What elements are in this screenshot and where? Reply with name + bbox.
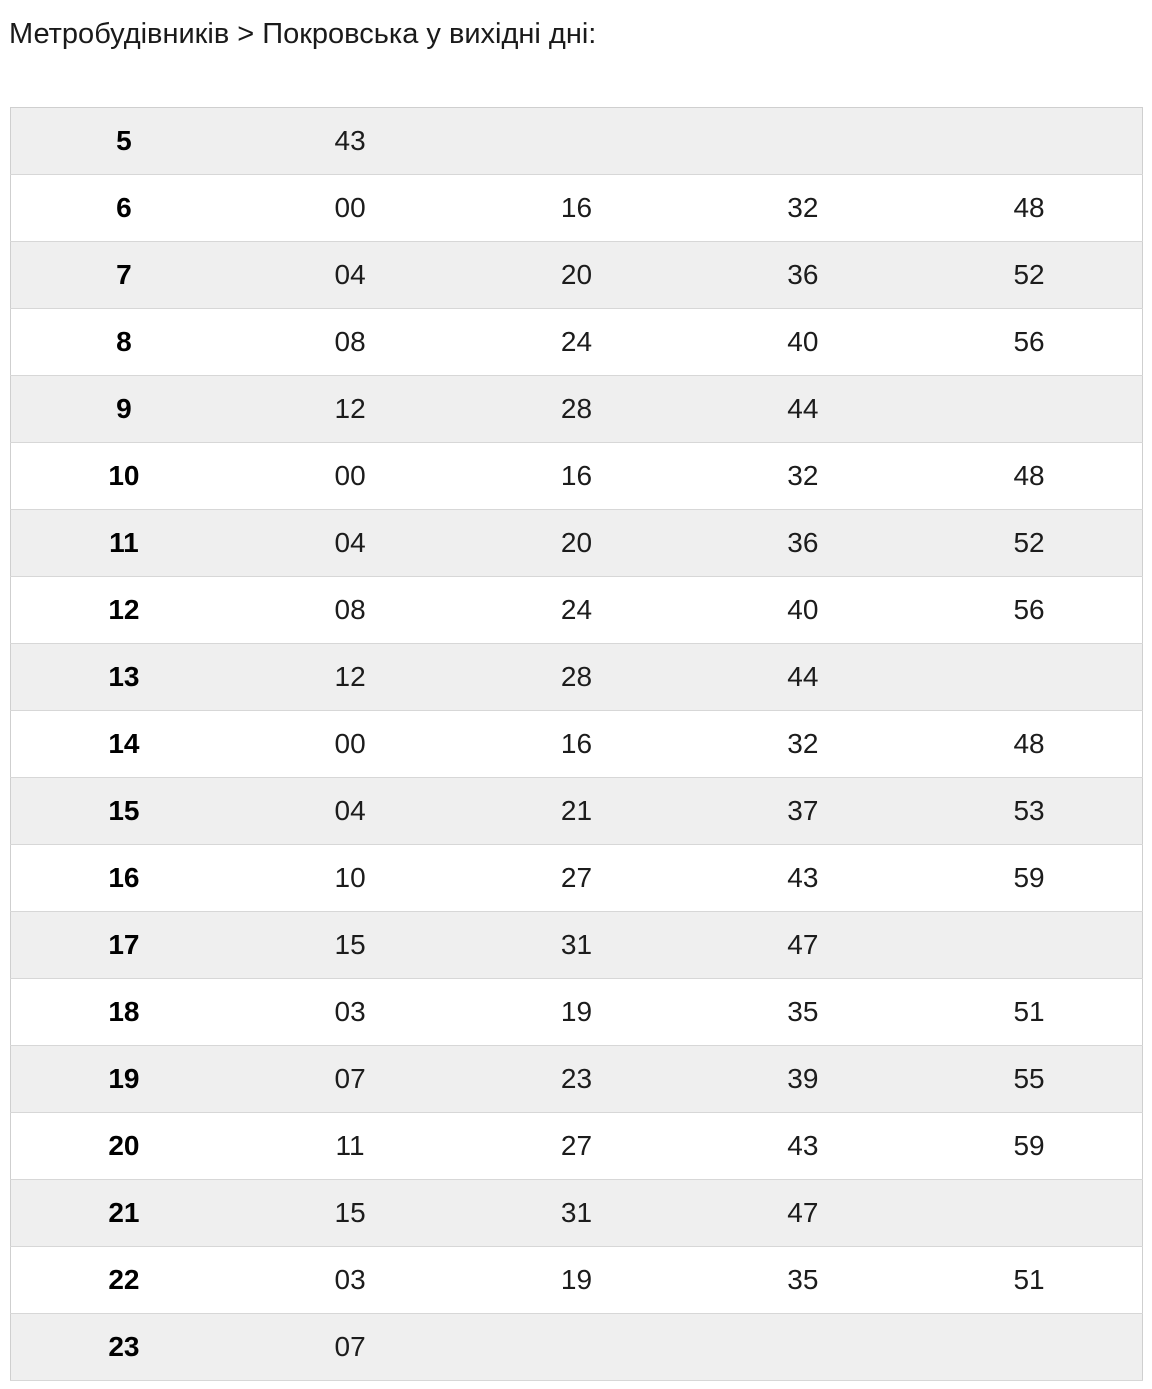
hour-cell: 22 <box>11 1247 237 1314</box>
hour-cell: 11 <box>11 510 237 577</box>
minute-cell <box>690 108 916 175</box>
minute-cell: 20 <box>463 510 689 577</box>
hour-cell: 5 <box>11 108 237 175</box>
minute-cell <box>916 912 1142 979</box>
minute-cell: 16 <box>463 711 689 778</box>
minute-cell: 56 <box>916 577 1142 644</box>
table-row <box>11 242 1143 309</box>
schedule-table-body <box>11 108 1143 1381</box>
minute-cell: 52 <box>916 510 1142 577</box>
minute-cell: 48 <box>916 175 1142 242</box>
table-row <box>11 778 1143 845</box>
table-row <box>11 711 1143 778</box>
hour-cell: 20 <box>11 1113 237 1180</box>
minute-cell: 27 <box>463 845 689 912</box>
table-row <box>11 1046 1143 1113</box>
table-row <box>11 376 1143 443</box>
minute-cell <box>916 376 1142 443</box>
minute-cell <box>916 108 1142 175</box>
minute-cell: 32 <box>690 711 916 778</box>
hour-cell: 15 <box>11 778 237 845</box>
minute-cell: 00 <box>237 175 463 242</box>
minute-cell: 59 <box>916 845 1142 912</box>
table-row <box>11 577 1143 644</box>
table-row <box>11 510 1143 577</box>
minute-cell: 31 <box>463 912 689 979</box>
minute-cell: 36 <box>690 510 916 577</box>
minute-cell: 31 <box>463 1180 689 1247</box>
minute-cell: 56 <box>916 309 1142 376</box>
minute-cell: 08 <box>237 309 463 376</box>
hour-cell: 18 <box>11 979 237 1046</box>
minute-cell: 48 <box>916 711 1142 778</box>
minute-cell: 04 <box>237 242 463 309</box>
table-row <box>11 979 1143 1046</box>
minute-cell: 43 <box>690 1113 916 1180</box>
minute-cell: 51 <box>916 1247 1142 1314</box>
minute-cell: 28 <box>463 376 689 443</box>
minute-cell: 27 <box>463 1113 689 1180</box>
hour-cell: 12 <box>11 577 237 644</box>
minute-cell: 12 <box>237 644 463 711</box>
minute-cell: 35 <box>690 979 916 1046</box>
hour-cell: 10 <box>11 443 237 510</box>
table-row <box>11 1113 1143 1180</box>
minute-cell: 32 <box>690 175 916 242</box>
minute-cell: 23 <box>463 1046 689 1113</box>
minute-cell: 51 <box>916 979 1142 1046</box>
minute-cell: 48 <box>916 443 1142 510</box>
minute-cell: 10 <box>237 845 463 912</box>
minute-cell: 07 <box>237 1314 463 1381</box>
minute-cell: 16 <box>463 443 689 510</box>
minute-cell <box>916 1314 1142 1381</box>
minute-cell: 40 <box>690 309 916 376</box>
table-row <box>11 1180 1143 1247</box>
minute-cell: 44 <box>690 376 916 443</box>
table-row <box>11 912 1143 979</box>
minute-cell: 53 <box>916 778 1142 845</box>
hour-cell: 13 <box>11 644 237 711</box>
minute-cell: 03 <box>237 979 463 1046</box>
hour-cell: 17 <box>11 912 237 979</box>
hour-cell: 23 <box>11 1314 237 1381</box>
table-row <box>11 1314 1143 1381</box>
minute-cell: 04 <box>237 778 463 845</box>
hour-cell: 9 <box>11 376 237 443</box>
hour-cell: 7 <box>11 242 237 309</box>
minute-cell: 00 <box>237 711 463 778</box>
minute-cell: 47 <box>690 912 916 979</box>
minute-cell: 07 <box>237 1046 463 1113</box>
table-row <box>11 1247 1143 1314</box>
minute-cell: 15 <box>237 912 463 979</box>
minute-cell: 08 <box>237 577 463 644</box>
minute-cell: 20 <box>463 242 689 309</box>
minute-cell: 28 <box>463 644 689 711</box>
table-row <box>11 175 1143 242</box>
minute-cell: 24 <box>463 577 689 644</box>
schedule-table <box>10 107 1143 1381</box>
table-row <box>11 443 1143 510</box>
minute-cell: 43 <box>690 845 916 912</box>
minute-cell <box>463 108 689 175</box>
table-row <box>11 845 1143 912</box>
minute-cell: 03 <box>237 1247 463 1314</box>
minute-cell: 35 <box>690 1247 916 1314</box>
minute-cell: 37 <box>690 778 916 845</box>
minute-cell: 04 <box>237 510 463 577</box>
hour-cell: 14 <box>11 711 237 778</box>
minute-cell <box>463 1314 689 1381</box>
minute-cell: 52 <box>916 242 1142 309</box>
minute-cell: 15 <box>237 1180 463 1247</box>
hour-cell: 6 <box>11 175 237 242</box>
minute-cell: 40 <box>690 577 916 644</box>
minute-cell <box>916 644 1142 711</box>
minute-cell: 19 <box>463 979 689 1046</box>
minute-cell: 16 <box>463 175 689 242</box>
hour-cell: 8 <box>11 309 237 376</box>
minute-cell: 12 <box>237 376 463 443</box>
hour-cell: 16 <box>11 845 237 912</box>
table-row <box>11 309 1143 376</box>
minute-cell: 21 <box>463 778 689 845</box>
minute-cell: 43 <box>237 108 463 175</box>
minute-cell: 11 <box>237 1113 463 1180</box>
minute-cell: 19 <box>463 1247 689 1314</box>
table-row <box>11 644 1143 711</box>
table-row <box>11 108 1143 175</box>
minute-cell <box>690 1314 916 1381</box>
minute-cell: 47 <box>690 1180 916 1247</box>
hour-cell: 21 <box>11 1180 237 1247</box>
minute-cell: 55 <box>916 1046 1142 1113</box>
minute-cell: 32 <box>690 443 916 510</box>
minute-cell: 44 <box>690 644 916 711</box>
minute-cell: 36 <box>690 242 916 309</box>
minute-cell: 24 <box>463 309 689 376</box>
minute-cell: 59 <box>916 1113 1142 1180</box>
page-title: Метробудівників > Покровська у вихідні дні: <box>9 18 597 50</box>
minute-cell: 00 <box>237 443 463 510</box>
minute-cell <box>916 1180 1142 1247</box>
minute-cell: 39 <box>690 1046 916 1113</box>
hour-cell: 19 <box>11 1046 237 1113</box>
